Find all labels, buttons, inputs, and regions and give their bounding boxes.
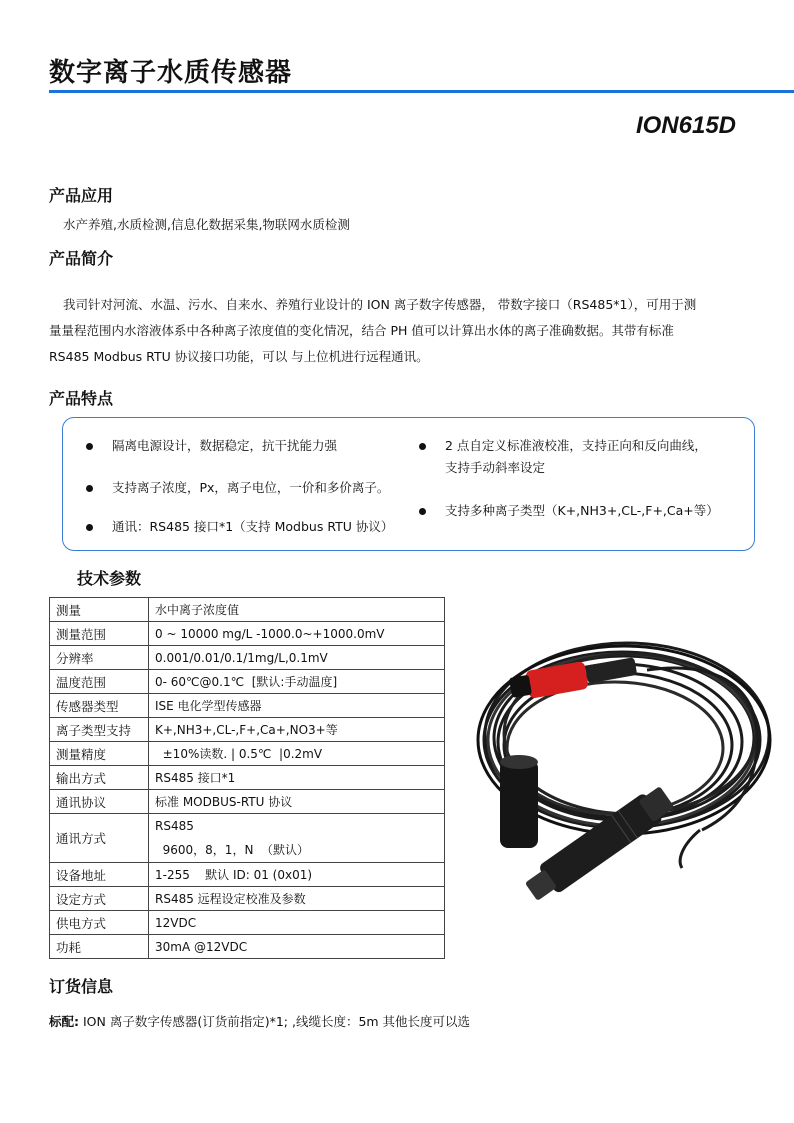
- spec-value: [149, 598, 445, 622]
- spec-value-line: 30mA @12VDC: [155, 939, 248, 954]
- spec-row: [50, 646, 445, 670]
- spec-row: [50, 814, 445, 863]
- spec-key: 设备地址: [50, 863, 149, 887]
- spec-key: 测量: [50, 598, 149, 622]
- intro-line: 量量程范围内水溶液体系中各种离子浓度值的变化情况，结合 PH 值可以计算出水体的离子准确数据。其带有标准: [49, 323, 674, 338]
- spec-key: 分辨率: [50, 646, 149, 670]
- feature-item: 隔离电源设计，数据稳定，抗干扰能力强: [112, 438, 338, 453]
- spec-row: [50, 790, 445, 814]
- intro-line: RS485 Modbus RTU 协议接口功能，可以 与上位机进行远程通讯。: [49, 349, 429, 364]
- bullet-icon: [419, 443, 426, 450]
- feature-line: 支持手动斜率设定: [445, 460, 546, 475]
- spec-key: 通讯协议: [50, 790, 149, 814]
- spec-row: [50, 694, 445, 718]
- order-label: 标配:: [49, 1014, 79, 1029]
- spec-value-line: ISE 电化学型传感器: [155, 698, 262, 713]
- title-divider: [49, 90, 794, 93]
- spec-key: 供电方式: [50, 911, 149, 935]
- spec-value-line: ±10%读数. | 0.5℃ |0.2mV: [155, 746, 323, 761]
- intro-line: 我司针对河流、水温、污水、自来水、养殖行业设计的 ION 离子数字传感器， 带数字接口（RS485*1），可用于测: [63, 297, 697, 312]
- spec-value-line: 1-255 默认 ID: 01 (0x01): [155, 867, 313, 882]
- spec-value-line: 12VDC: [155, 915, 197, 930]
- spec-value: [149, 863, 445, 887]
- spec-value: [149, 766, 445, 790]
- spec-value-line: RS485 远程设定校准及参数: [155, 891, 306, 906]
- spec-value-line: RS485: [155, 819, 194, 833]
- intro-paragraph: [49, 292, 769, 370]
- spec-value-line: K+,NH3+,CL-,F+,Ca+,NO3+等: [155, 722, 338, 737]
- spec-row: [50, 598, 445, 622]
- spec-key: 离子类型支持: [50, 718, 149, 742]
- spec-value-line: 0.001/0.01/0.1/1mg/L,0.1mV: [155, 650, 328, 665]
- spec-row: [50, 887, 445, 911]
- spec-value: [149, 911, 445, 935]
- spec-value-line: 标准 MODBUS-RTU 协议: [155, 794, 293, 809]
- spec-value: [149, 694, 445, 718]
- bullet-icon: [86, 485, 93, 492]
- spec-key: 输出方式: [50, 766, 149, 790]
- feature-line: 2 点自定义标准液校准，支持正向和反向曲线，: [445, 438, 707, 453]
- spec-row: [50, 670, 445, 694]
- section-heading-intro: 产品简介: [49, 249, 114, 268]
- spec-value-line: 水中离子浓度值: [155, 602, 240, 617]
- feature-item: [445, 435, 707, 479]
- spec-value-line: 9600，8，1，N （默认）: [155, 843, 310, 857]
- spec-key: 设定方式: [50, 887, 149, 911]
- spec-key: 功耗: [50, 935, 149, 959]
- spec-row: [50, 911, 445, 935]
- application-text: 水产养殖,水质检测,信息化数据采集,物联网水质检测: [63, 217, 350, 232]
- section-heading-order: 订货信息: [49, 977, 114, 996]
- section-heading-application: 产品应用: [49, 186, 114, 205]
- spec-row: [50, 935, 445, 959]
- order-info-line: [49, 1012, 470, 1030]
- spec-value-line: RS485 接口*1: [155, 770, 236, 785]
- spec-value: [149, 622, 445, 646]
- spec-value-line: 0- 60℃@0.1℃ [默认:手动温度]: [155, 674, 338, 689]
- spec-key: 通讯方式: [50, 814, 149, 863]
- sensor-product-image: [472, 630, 794, 920]
- spec-value: [149, 646, 445, 670]
- spec-row: [50, 742, 445, 766]
- model-number: ION615D: [635, 112, 736, 139]
- spec-row: [50, 718, 445, 742]
- features-box: [62, 417, 755, 551]
- spec-key: 温度范围: [50, 670, 149, 694]
- spec-value-line: 0 ~ 10000 mg/L -1000.0~+1000.0mV: [155, 626, 385, 641]
- spec-row: [50, 622, 445, 646]
- spec-key: 测量精度: [50, 742, 149, 766]
- page-title: 数字离子水质传感器: [49, 58, 293, 88]
- spec-key: 传感器类型: [50, 694, 149, 718]
- spec-row: [50, 766, 445, 790]
- spec-value: [149, 887, 445, 911]
- feature-item: 支持离子浓度，Px，离子电位，一价和多价离子。: [112, 480, 390, 495]
- bullet-icon: [86, 524, 93, 531]
- bullet-icon: [419, 508, 426, 515]
- bullet-icon: [86, 443, 93, 450]
- spec-value: [149, 790, 445, 814]
- feature-item: 支持多种离子类型（K+,NH3+,CL-,F+,Ca+等）: [445, 503, 719, 518]
- spec-value: [149, 670, 445, 694]
- spec-value: [149, 935, 445, 959]
- spec-value: [149, 742, 445, 766]
- spec-row: [50, 863, 445, 887]
- order-text: ION 离子数字传感器(订货前指定)*1; ,线缆长度：5m 其他长度可以选: [79, 1014, 471, 1029]
- section-heading-specs: 技术参数: [77, 569, 142, 588]
- feature-item: 通讯：RS485 接口*1（支持 Modbus RTU 协议）: [112, 519, 394, 534]
- spec-value: [149, 814, 445, 863]
- spec-value: [149, 718, 445, 742]
- section-heading-features: 产品特点: [49, 389, 114, 408]
- spec-table: [49, 597, 445, 959]
- spec-key: 测量范围: [50, 622, 149, 646]
